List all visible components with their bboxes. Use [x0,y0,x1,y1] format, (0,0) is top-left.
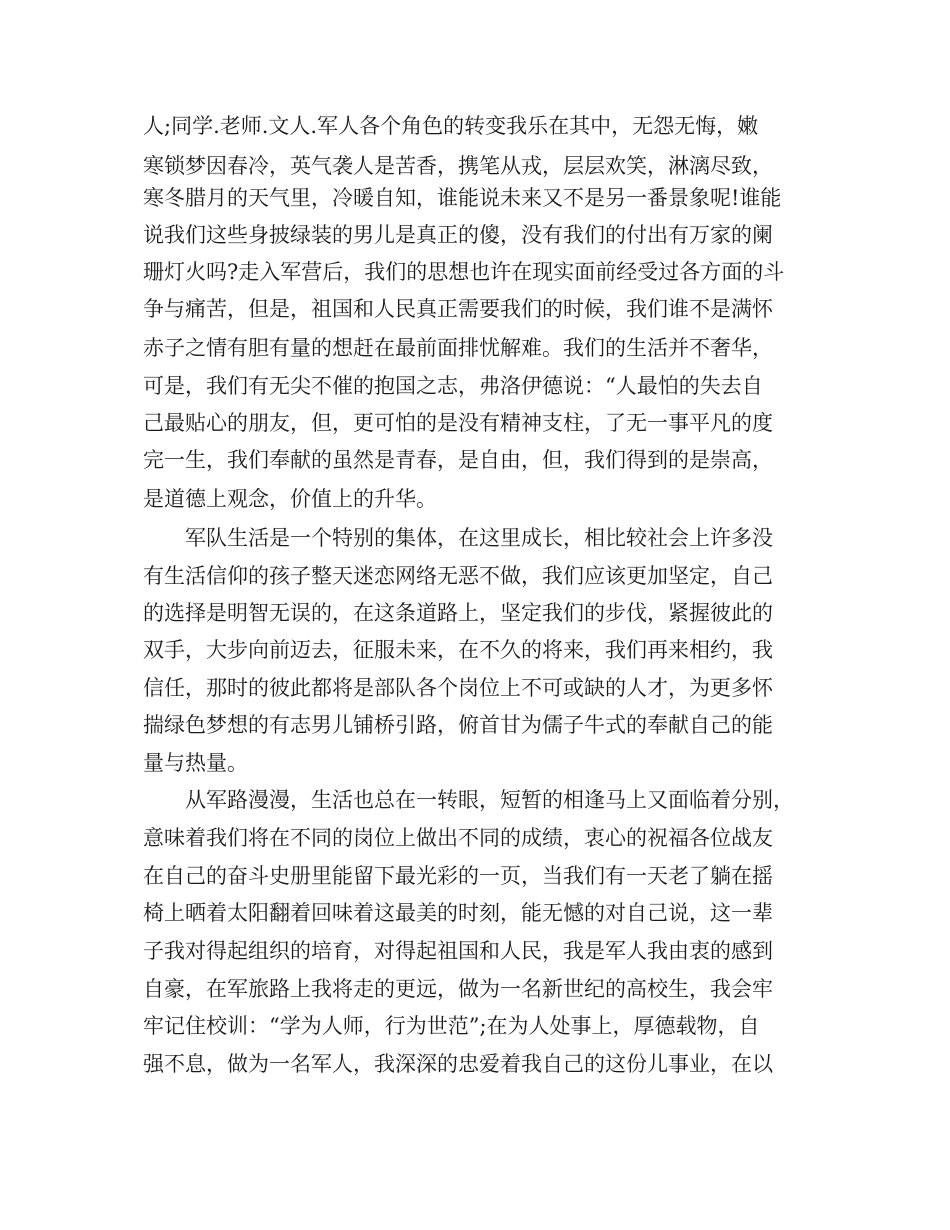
text-line: 椅上晒着太阳翻着回味着这最美的时刻，能无憾的对自己说，这一辈 [143,901,773,925]
paragraph-2-line [0,556,950,596]
paragraph-3-line [0,780,950,820]
text-line: 信任，那时的彼此都将是部队各个岗位上不可或缺的人才，为更多怀 [143,676,773,700]
text-line: 有生活信仰的孩子整天迷恋网络无恶不做，我们应该更加坚定，自己 [143,564,773,588]
paragraph-1-line [0,366,950,406]
paragraph-1-line [0,440,950,480]
text-line: 是道德上观念，价值上的升华。 [143,487,437,511]
text-line: 寒锁梦因春冷，英气袭人是苦香，携笔从戎，层层欢笑，淋漓尽致， [143,154,773,178]
paragraph-2-line [0,630,950,670]
paragraph-3-line [0,931,950,971]
text-line: 完一生，我们奉献的虽然是青春，是自由，但，我们得到的是崇高， [143,448,773,472]
paragraph-2-line [0,668,950,708]
text-line: 强不息，做为一名军人，我深深的忠爱着我自己的这份儿事业，在以 [143,1052,773,1076]
paragraph-1-line [0,106,950,146]
text-line: 可是，我们有无尖不催的抱国之志，弗洛伊德说：“人最怕的失去自 [143,374,763,398]
paragraph-3-line [0,856,950,896]
text-line: 量与热量。 [143,751,248,775]
paragraph-3-line [0,1044,950,1084]
paragraph-2-line [0,518,950,558]
paragraph-3-line [0,1006,950,1046]
paragraph-3-line [0,818,950,858]
text-line: 子我对得起组织的培育，对得起祖国和人民，我是军人我由衷的感到 [143,939,773,963]
paragraph-1-line [0,215,950,255]
text-line: 从军路漫漫，生活也总在一转眼，短暂的相逢马上又面临着分别， [185,788,794,812]
paragraph-3-line [0,893,950,933]
text-line: 牢记住校训：“学为人师，行为世范”;在为人处事上，厚德载物，自 [143,1014,760,1038]
paragraph-2-line [0,743,950,783]
text-line: 自豪，在军旅路上我将走的更远，做为一名新世纪的高校生，我会牢 [143,977,773,1001]
text-line: 寒冬腊月的天气里，冷暖自知，谁能说未来又不是另一番景象呢!谁能 [143,186,782,210]
text-line: 军队生活是一个特别的集体，在这里成长，相比较社会上许多没 [185,526,773,550]
text-line: 揣绿色梦想的有志男儿铺桥引路，俯首甘为儒子牛式的奉献自己的能 [143,713,773,737]
paragraph-2-line [0,593,950,633]
paragraph-1-line [0,479,950,519]
paragraph-1-line [0,252,950,292]
paragraph-1-line [0,328,950,368]
paragraph-2-line [0,705,950,745]
text-line: 的选择是明智无误的，在这条道路上，坚定我们的步伐，紧握彼此的 [143,601,773,625]
text-line: 珊灯火吗?走入军营后，我们的思想也许在现实面前经受过各方面的斗 [143,260,785,284]
paragraph-1-line [0,289,950,329]
text-line: 说我们这些身披绿装的男儿是真正的傻，没有我们的付出有万家的阑 [143,223,773,247]
text-line: 己最贴心的朋友，但，更可怕的是没有精神支柱，了无一事平凡的度 [143,411,773,435]
text-line: 争与痛苦，但是，祖国和人民真正需要我们的时候，我们谁不是满怀 [143,297,773,321]
text-line: 意味着我们将在不同的岗位上做出不同的成绩，衷心的祝福各位战友 [143,826,773,850]
paragraph-1-line [0,178,950,218]
text-line: 在自己的奋斗史册里能留下最光彩的一页，当我们有一天老了躺在摇 [143,864,773,888]
text-line: 人;同学.老师.文人.军人各个角色的转变我乐在其中，无怨无悔，嫩 [143,114,759,138]
text-line: 双手，大步向前迈去，征服未来，在不久的将来，我们再来相约，我 [143,638,773,662]
paragraph-3-line [0,969,950,1009]
paragraph-1-line [0,403,950,443]
text-line: 赤子之情有胆有量的想赶在最前面排忧解难。我们的生活并不奢华， [143,336,773,360]
